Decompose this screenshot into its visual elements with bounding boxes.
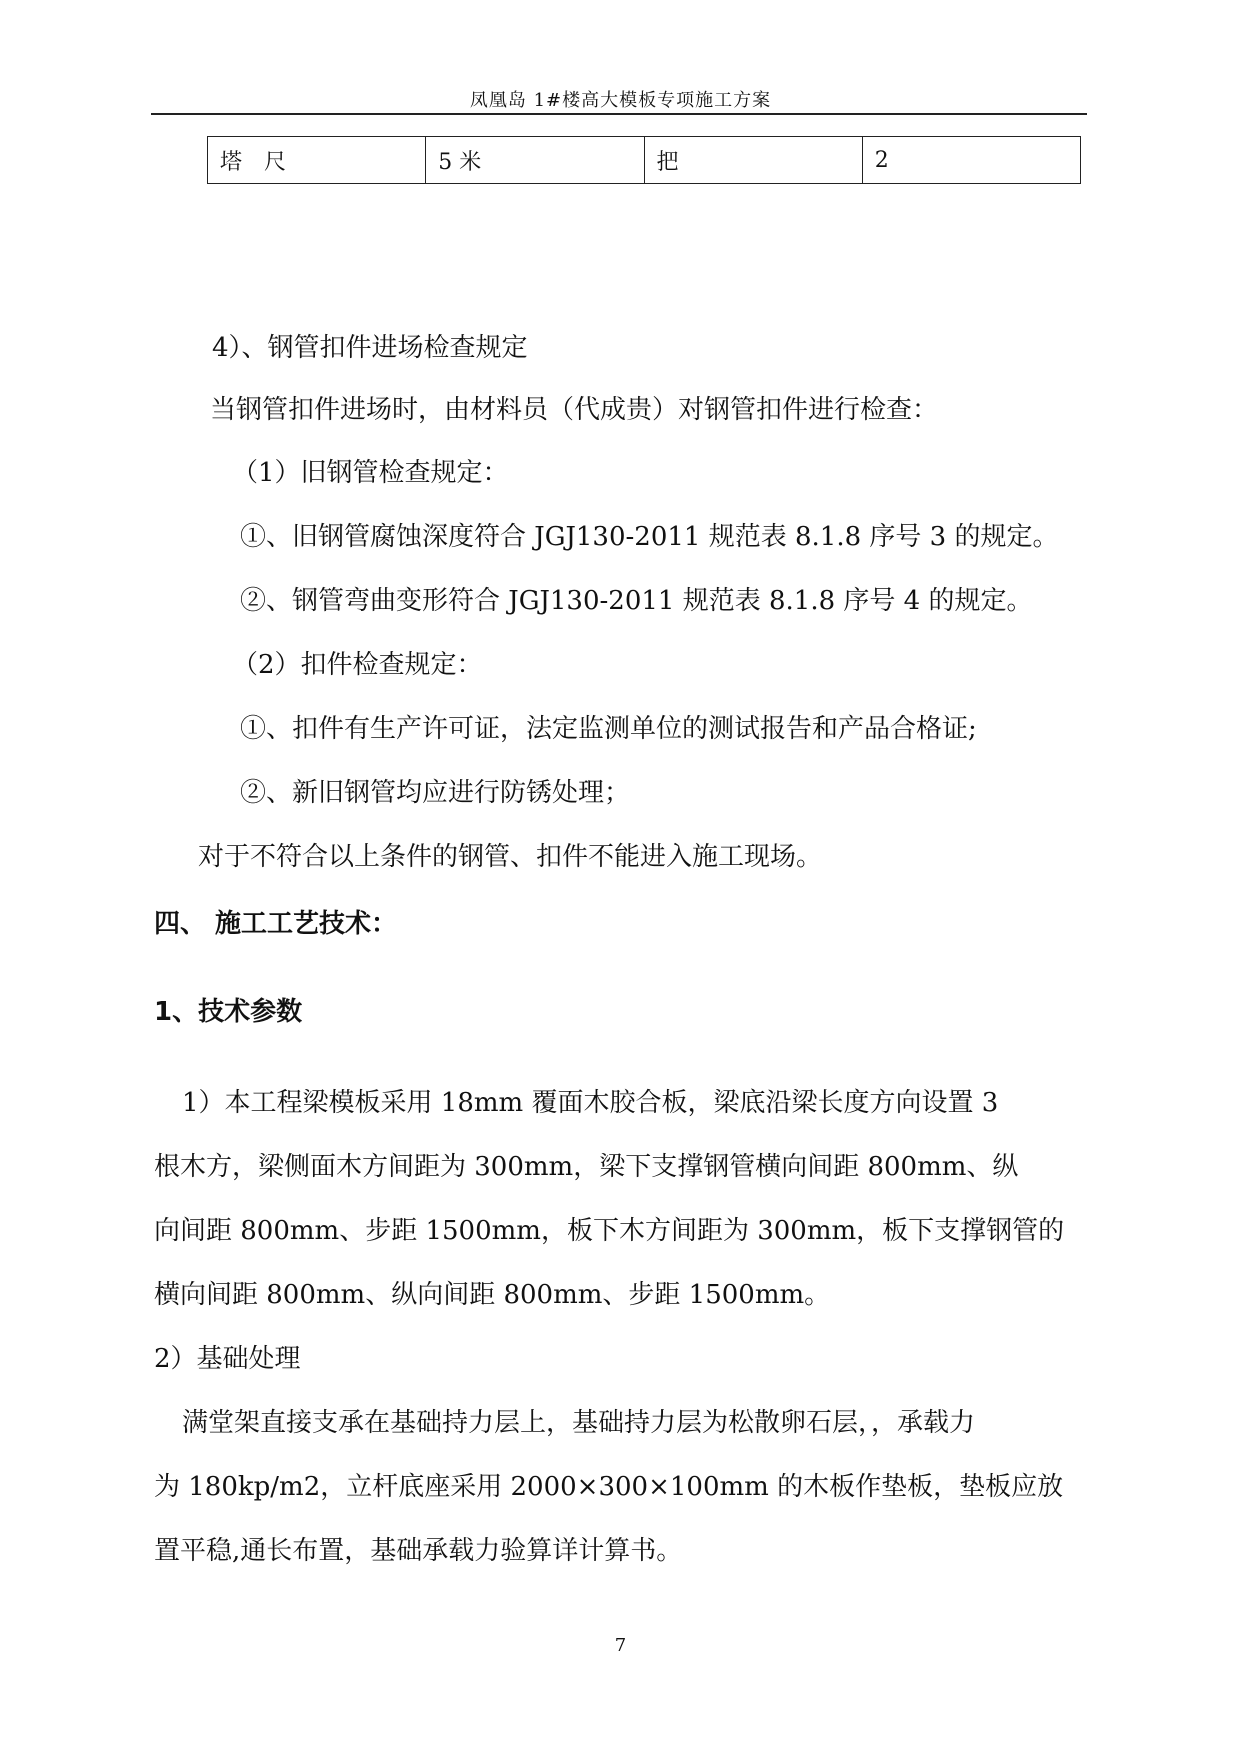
subheading-foundation: 2）基础处理 bbox=[154, 1344, 301, 1374]
table-row bbox=[208, 137, 1081, 184]
tool-table bbox=[207, 136, 1081, 184]
paragraph-params-line-1: 1）本工程梁模板采用 18mm 覆面木胶合板，梁底沿梁长度方向设置 3 bbox=[182, 1088, 999, 1118]
header-rule bbox=[151, 113, 1087, 115]
table-cell-unit: 把 bbox=[644, 137, 862, 184]
paragraph-foundation-line-2: 为 180kp/m2，立杆底座采用 2000×300×100mm 的木板作垫板，垫板应放 bbox=[154, 1472, 1064, 1502]
list-item-bending: ②、钢管弯曲变形符合 JGJ130-2011 规范表 8.1.8 序号 4 的规定。 bbox=[240, 586, 1033, 616]
table-cell-spec: 5 米 bbox=[426, 137, 644, 184]
section-heading-pipe-inspection: 4）、钢管扣件进场检查规定 bbox=[212, 333, 528, 363]
paragraph-inspection-intro: 当钢管扣件进场时，由材料员（代成贵）对钢管扣件进行检查： bbox=[210, 395, 939, 425]
page-header-title: 凤凰岛 1#楼高大模板专项施工方案 bbox=[469, 90, 772, 111]
subheading-old-pipe: （1）旧钢管检查规定： bbox=[232, 458, 509, 488]
paragraph-rejection: 对于不符合以上条件的钢管、扣件不能进入施工现场。 bbox=[198, 842, 823, 872]
paragraph-foundation-line-1: 满堂架直接支承在基础持力层上，基础持力层为松散卵石层，，承载力 bbox=[182, 1408, 976, 1438]
paragraph-params-line-2: 根木方，梁侧面木方间距为 300mm，梁下支撑钢管横向间距 800mm、纵 bbox=[154, 1152, 1019, 1182]
list-item-corrosion: ①、旧钢管腐蚀深度符合 JGJ130-2011 规范表 8.1.8 序号 3 的规定。 bbox=[240, 522, 1059, 552]
subheading-tech-params: 1、技术参数 bbox=[154, 997, 303, 1027]
list-item-license: ①、扣件有生产许可证，法定监测单位的测试报告和产品合格证; bbox=[240, 714, 977, 744]
paragraph-params-line-3: 向间距 800mm、步距 1500mm，板下木方间距为 300mm，板下支撑钢管的 bbox=[154, 1216, 1065, 1246]
subheading-fastener: （2）扣件检查规定： bbox=[232, 650, 483, 680]
table-cell-quantity: 2 bbox=[862, 137, 1080, 184]
page-number: 7 bbox=[614, 1635, 627, 1656]
paragraph-foundation-line-3: 置平稳,通长布置，基础承载力验算详计算书。 bbox=[154, 1536, 683, 1566]
list-item-rustproof: ②、新旧钢管均应进行防锈处理； bbox=[240, 778, 631, 808]
paragraph-params-line-4: 横向间距 800mm、纵向间距 800mm、步距 1500mm。 bbox=[154, 1280, 831, 1310]
table-cell-name: 塔 尺 bbox=[208, 137, 426, 184]
section-heading-technique: 四、 施工工艺技术： bbox=[154, 909, 398, 939]
